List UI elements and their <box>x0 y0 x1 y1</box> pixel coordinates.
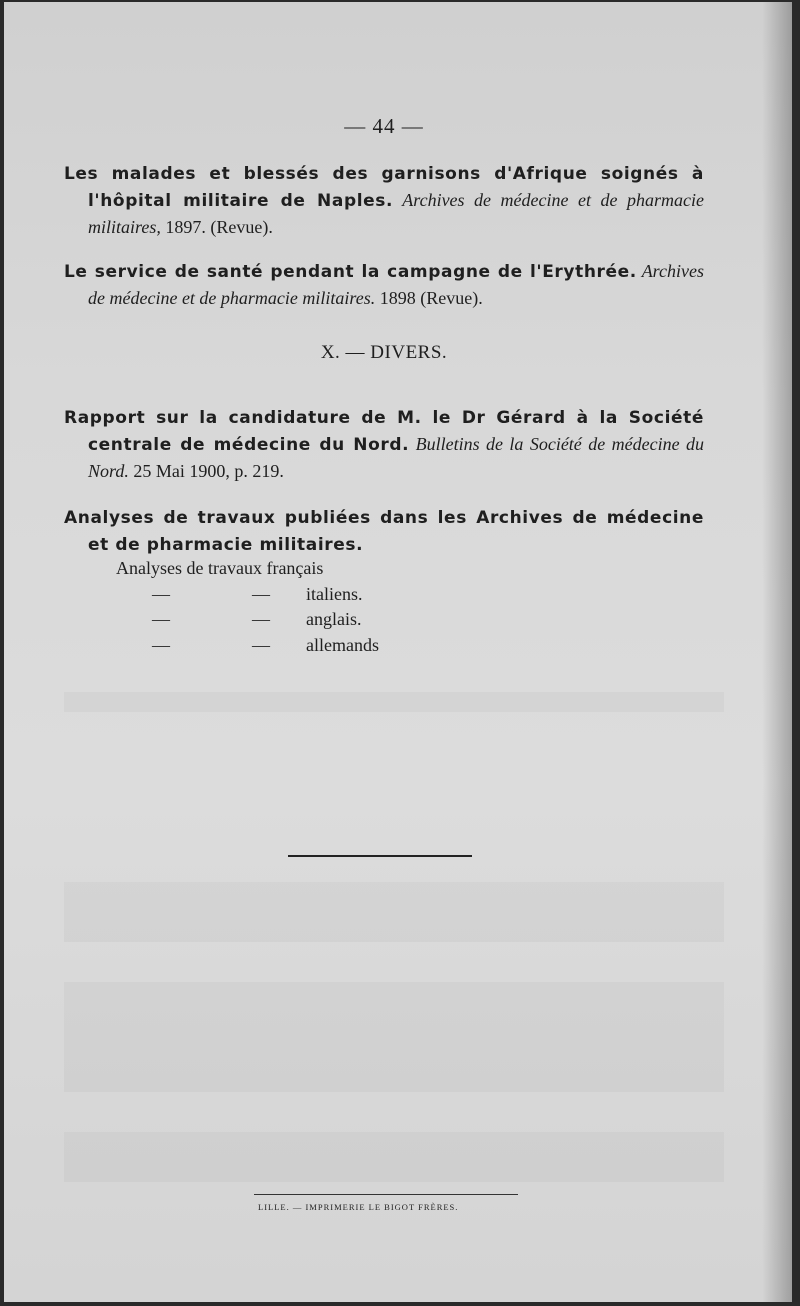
ditto-dash: — <box>152 583 170 604</box>
bibliography-entry <box>64 404 704 484</box>
list-item-label: anglais. <box>306 609 362 629</box>
printer-imprint: LILLE. — IMPRIMERIE LE BIGOT FRÈRES. <box>258 1202 459 1212</box>
entry-details: 1897. (Revue). <box>160 217 273 237</box>
ditto-dash: — <box>252 583 270 604</box>
analyses-intro: Analyses de travaux français <box>116 558 324 578</box>
bibliography-entry <box>64 504 704 558</box>
list-item-label: italiens. <box>306 583 363 604</box>
page-number: — 44 — <box>344 114 424 138</box>
entry-title: Les malades et blessés des garnisons d'Afrique soignés à l'hôpital militaire de Naples. <box>64 164 704 211</box>
ditto-dash: — <box>152 634 170 655</box>
bleed-through-2 <box>64 882 724 942</box>
list-item <box>116 633 416 659</box>
ditto-dash: — <box>252 609 270 629</box>
entry-title: Le service de santé pendant la campagne de l'Erythrée. <box>64 262 637 282</box>
entry-details: 25 Mai 1900, p. 219. <box>128 461 284 481</box>
ditto-dash: — <box>252 634 270 655</box>
bibliography-entry <box>64 160 704 240</box>
bibliography-entry <box>64 258 704 311</box>
list-item-label: allemands <box>306 634 379 655</box>
ditto-dash: — <box>152 609 170 629</box>
entry-source: Archives de médecine et de pharmacie militaires, <box>88 190 705 237</box>
bleed-through-1 <box>64 692 724 712</box>
page-edge-shadow <box>762 2 792 1302</box>
section-heading: X. — DIVERS. <box>320 342 448 363</box>
list-item <box>116 607 416 633</box>
bleed-through-4 <box>64 1132 724 1182</box>
list-item <box>116 582 416 608</box>
end-rule <box>288 855 472 857</box>
bleed-through-3 <box>64 982 724 1092</box>
document-page <box>4 2 792 1302</box>
analyses-list <box>116 556 416 658</box>
entry-title: Rapport sur la candidature de M. le Dr Gérard à la Société centrale de médecine du Nord. <box>64 408 704 455</box>
entry-source: Bulletins de la Société de médecine du Nord. <box>88 434 704 481</box>
entry-title: Analyses de travaux publiées dans les Archives de médecine et de pharmacie militaires. <box>64 508 704 555</box>
imprint-rule <box>254 1194 518 1195</box>
entry-source: Archives de médecine et de pharmacie militaires. <box>88 261 704 308</box>
entry-details: 1898 (Revue). <box>375 288 483 308</box>
